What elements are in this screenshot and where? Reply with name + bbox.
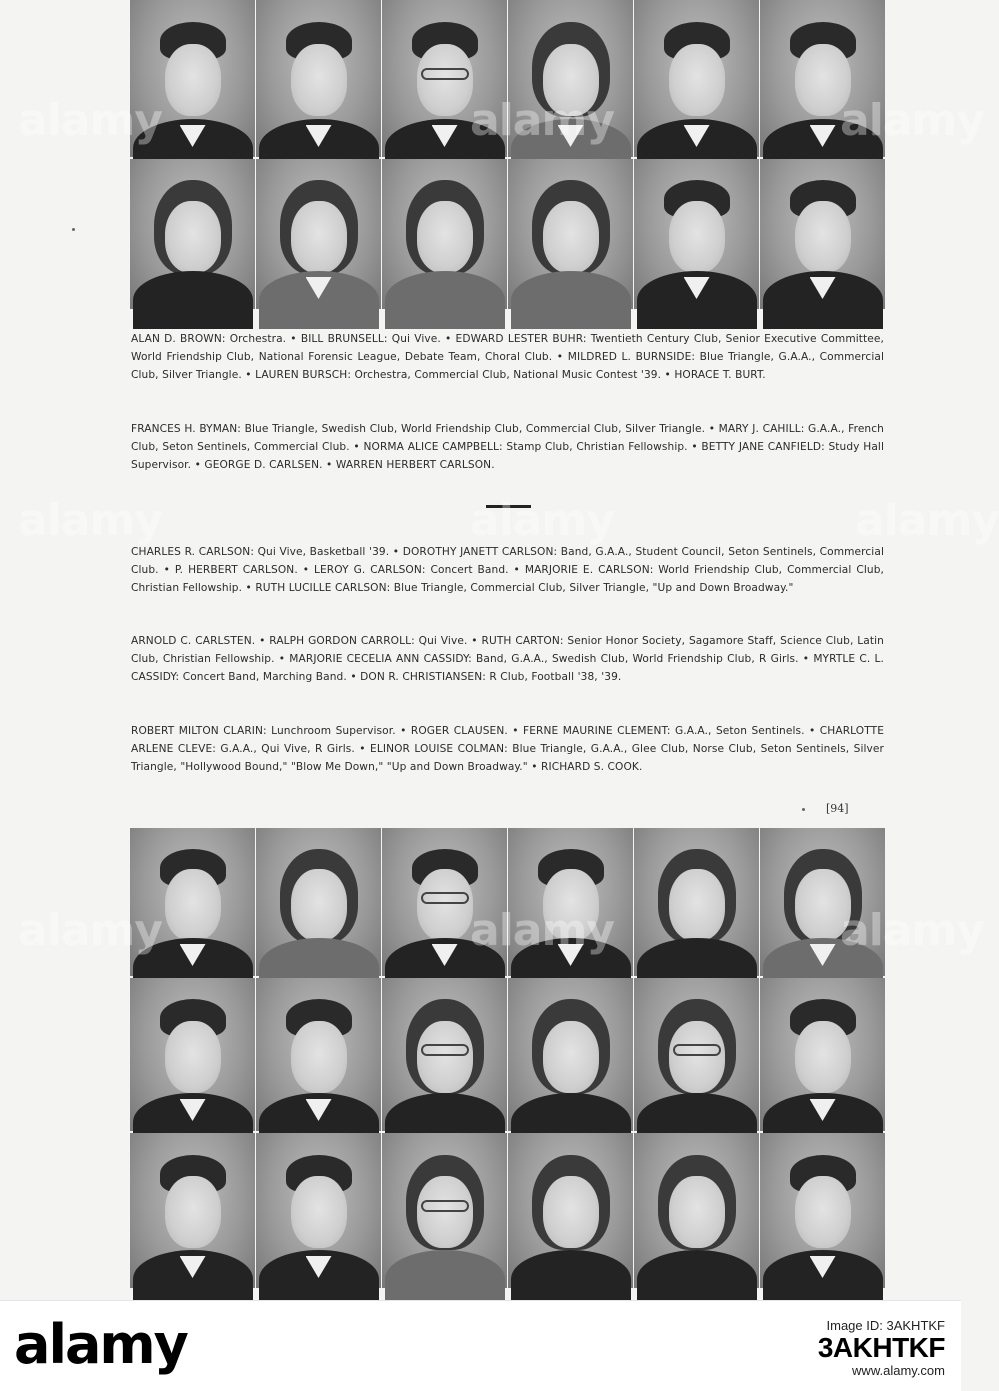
image-id: 3AKHTKF (817, 1332, 945, 1363)
watermark-text: alamy (840, 905, 984, 956)
portrait-photo (382, 159, 507, 309)
watermark-text: alamy (470, 905, 614, 956)
portrait-photo (130, 159, 255, 309)
portrait-photo (760, 159, 885, 309)
portrait-photo (760, 1133, 885, 1288)
portrait-photo (130, 0, 255, 157)
alamy-logo[interactable]: alamy (14, 1313, 187, 1376)
portrait-photo (382, 828, 507, 976)
caption-paragraph: ARNOLD C. CARLSTEN. • RALPH GORDON CARROLL: Qui Vive. • RUTH CARTON: Senior Honor Society, Sagamore Staff, Science Club, Latin Club, Christian Fellowship. • MARJORIE CECELIA ANN CASSIDY: Band, G.A.A., Swedish Club, World Friendship Club, R Girls. • MYRTLE C. L. CASSIDY: Concert Band, Marching Band. • DON R. CHRISTIANSEN: R Club, Football '38, '39. (131, 635, 884, 683)
section-separator (486, 505, 531, 508)
portrait-photo (256, 978, 381, 1131)
portrait-photo (382, 1133, 507, 1288)
portrait-photo (634, 978, 759, 1131)
watermark-text: alamy (470, 95, 614, 146)
caption-paragraph: ALAN D. BROWN: Orchestra. • BILL BRUNSELL: Qui Vive. • EDWARD LESTER BUHR: Twentieth Century Club, Senior Executive Committee, World Friendship Club, National Forensic League, Debate Team, Choral Club. • MILDRED L. BURNSIDE: Blue Triangle, G.A.A., Commercial Club, Silver Triangle. • LAUREN BURSCH: Orchestra, Commercial Club, National Music Contest '39. • HORACE T. BURT. (131, 333, 884, 381)
watermark-text: alamy (18, 95, 162, 146)
watermark-text: alamy (18, 495, 162, 546)
caption-paragraph: FRANCES H. BYMAN: Blue Triangle, Swedish Club, World Friendship Club, Commercial Club, Silver Triangle. • MARY J. CAHILL: G.A.A., French Club, Seton Sentinels, Commercial Club. • NORMA ALICE CAMPBELL: Stamp Club, Christian Fellowship. • BETTY JANE CANFIELD: Study Hall Supervisor. • GEORGE D. CARLSEN. • WARREN HERBERT CARLSON. (131, 423, 884, 471)
portrait-grid-top (130, 0, 885, 309)
portrait-photo (508, 1133, 633, 1288)
image-id-label: Image ID: 3AKHTKF (826, 1318, 945, 1333)
caption-paragraph: CHARLES R. CARLSON: Qui Vive, Basketball '39. • DOROTHY JANETT CARLSON: Band, G.A.A., Student Council, Seton Sentinels, Commercial Club. • P. HERBERT CARLSON. • LEROY G. CARLSON: Concert Band. • MARJORIE E. CARLSON: World Friendship Club, Commercial Club, Christian Fellowship. • RUTH LUCILLE CARLSON: Blue Triangle, Commercial Club, Silver Triangle, "Up and Down Broadway." (131, 546, 884, 594)
watermark-text: alamy (470, 495, 614, 546)
portrait-photo (508, 828, 633, 976)
portrait-photo (760, 0, 885, 157)
portrait-photo (508, 978, 633, 1131)
portrait-grid-bottom (130, 828, 885, 1288)
portrait-photo (256, 1133, 381, 1288)
portrait-photo (256, 828, 381, 976)
portrait-photo (508, 159, 633, 309)
portrait-photo (634, 159, 759, 309)
page-number: [94] (826, 802, 849, 815)
portrait-photo (382, 978, 507, 1131)
portrait-photo (382, 0, 507, 157)
site-url[interactable]: www.alamy.com (852, 1363, 945, 1378)
portrait-photo (760, 828, 885, 976)
portrait-photo (760, 978, 885, 1131)
scan-speck (72, 228, 75, 231)
portrait-photo (634, 0, 759, 157)
portrait-photo (508, 0, 633, 157)
portrait-photo (130, 828, 255, 976)
stock-footer-bar (0, 1300, 961, 1391)
scan-speck (802, 808, 805, 811)
portrait-photo (634, 828, 759, 976)
caption-paragraph: ROBERT MILTON CLARIN: Lunchroom Supervisor. • ROGER CLAUSEN. • FERNE MAURINE CLEMENT: G.A.A., Seton Sentinels. • CHARLOTTE ARLENE CLEVE: G.A.A., Qui Vive, R Girls. • ELINOR LOUISE COLMAN: Blue Triangle, G.A.A., Glee Club, Norse Club, Seton Sentinels, Silver Triangle, "Hollywood Bound," "Blow Me Down," "Up and Down Broadway." • RICHARD S. COOK. (131, 725, 884, 773)
portrait-photo (130, 978, 255, 1131)
watermark-text: alamy (840, 95, 984, 146)
portrait-photo (256, 0, 381, 157)
portrait-photo (634, 1133, 759, 1288)
portrait-photo (256, 159, 381, 309)
portrait-photo (130, 1133, 255, 1288)
watermark-text: alamy (855, 495, 999, 546)
watermark-text: alamy (18, 905, 162, 956)
image-id-block (818, 1318, 945, 1378)
